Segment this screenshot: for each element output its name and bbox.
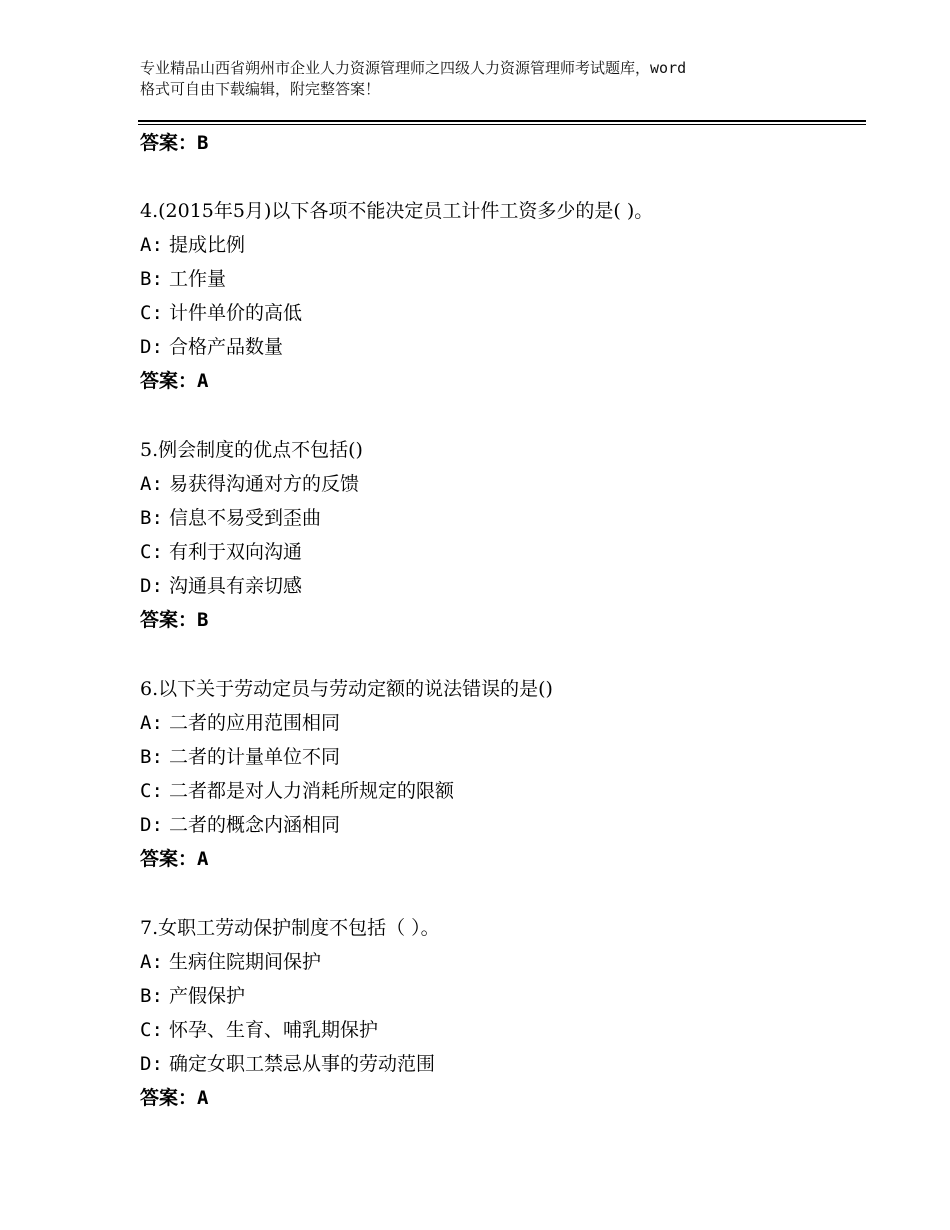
option-d [140, 330, 860, 364]
option-letter: A: [140, 951, 163, 973]
answer-line [140, 842, 860, 876]
option-text: 确定女职工禁忌从事的劳动范围 [168, 1053, 435, 1075]
option-letter: B: [140, 507, 163, 529]
option-letter: D: [140, 1053, 163, 1075]
option-a [140, 467, 860, 501]
option-b [140, 740, 860, 774]
option-c [140, 774, 860, 808]
answer-line [140, 1081, 860, 1115]
answer-value: A [197, 1087, 209, 1109]
option-letter: B: [140, 268, 163, 290]
answer-value: B [197, 132, 209, 154]
option-letter: C: [140, 1019, 163, 1041]
option-a [140, 228, 860, 262]
option-text: 工作量 [168, 268, 226, 290]
answer-label: 答案： [140, 132, 198, 154]
option-text: 二者的概念内涵相同 [168, 814, 340, 836]
option-c [140, 296, 860, 330]
option-text: 二者都是对人力消耗所规定的限额 [168, 780, 454, 802]
option-letter: A: [140, 712, 163, 734]
option-c [140, 535, 860, 569]
option-text: 有利于双向沟通 [168, 541, 302, 563]
header-line-1: 专业精品山西省朔州市企业人力资源管理师之四级人力资源管理师考试题库，word [140, 59, 687, 77]
option-d [140, 808, 860, 842]
question-stem: 4.(2015年5月)以下各项不能决定员工计件工资多少的是( )。 [140, 200, 654, 222]
option-letter: A: [140, 473, 163, 495]
option-b [140, 979, 860, 1013]
answer-value: A [197, 848, 209, 870]
option-a [140, 706, 860, 740]
option-letter: C: [140, 780, 163, 802]
answer-label: 答案： [140, 609, 198, 631]
option-text: 提成比例 [168, 234, 245, 256]
question-5 [140, 433, 860, 637]
question-6 [140, 672, 860, 876]
option-text: 生病住院期间保护 [168, 951, 321, 973]
option-letter: C: [140, 541, 163, 563]
document-header [140, 58, 840, 100]
option-d [140, 569, 860, 603]
answer-value: B [197, 609, 209, 631]
header-line-2: 格式可自由下载编辑，附完整答案！ [140, 80, 381, 98]
answer-line [140, 130, 208, 156]
option-text: 计件单价的高低 [168, 302, 302, 324]
option-text: 二者的应用范围相同 [168, 712, 340, 734]
header-rule-thin [138, 124, 866, 125]
answer-label: 答案： [140, 1087, 198, 1109]
question-stem: 5.例会制度的优点不包括() [140, 439, 363, 461]
option-d [140, 1047, 860, 1081]
header-rule-thick [138, 120, 866, 122]
option-letter: D: [140, 814, 163, 836]
option-text: 怀孕、生育、哺乳期保护 [168, 1019, 378, 1041]
option-text: 信息不易受到歪曲 [168, 507, 321, 529]
option-a [140, 945, 860, 979]
option-text: 沟通具有亲切感 [168, 575, 302, 597]
option-text: 合格产品数量 [168, 336, 283, 358]
option-b [140, 501, 860, 535]
option-letter: A: [140, 234, 163, 256]
option-letter: D: [140, 336, 163, 358]
answer-line [140, 364, 860, 398]
option-c [140, 1013, 860, 1047]
option-letter: D: [140, 575, 163, 597]
answer-label: 答案： [140, 370, 198, 392]
answer-value: A [197, 370, 209, 392]
option-b [140, 262, 860, 296]
question-stem: 7.女职工劳动保护制度不包括（ ）。 [140, 917, 440, 939]
option-text: 产假保护 [168, 985, 245, 1007]
option-text: 易获得沟通对方的反馈 [168, 473, 359, 495]
question-stem: 6.以下关于劳动定员与劳动定额的说法错误的是() [140, 678, 553, 700]
question-7 [140, 911, 860, 1115]
question-4 [140, 194, 860, 398]
answer-line [140, 603, 860, 637]
option-text: 二者的计量单位不同 [168, 746, 340, 768]
option-letter: B: [140, 746, 163, 768]
option-letter: C: [140, 302, 163, 324]
option-letter: B: [140, 985, 163, 1007]
answer-label: 答案： [140, 848, 198, 870]
